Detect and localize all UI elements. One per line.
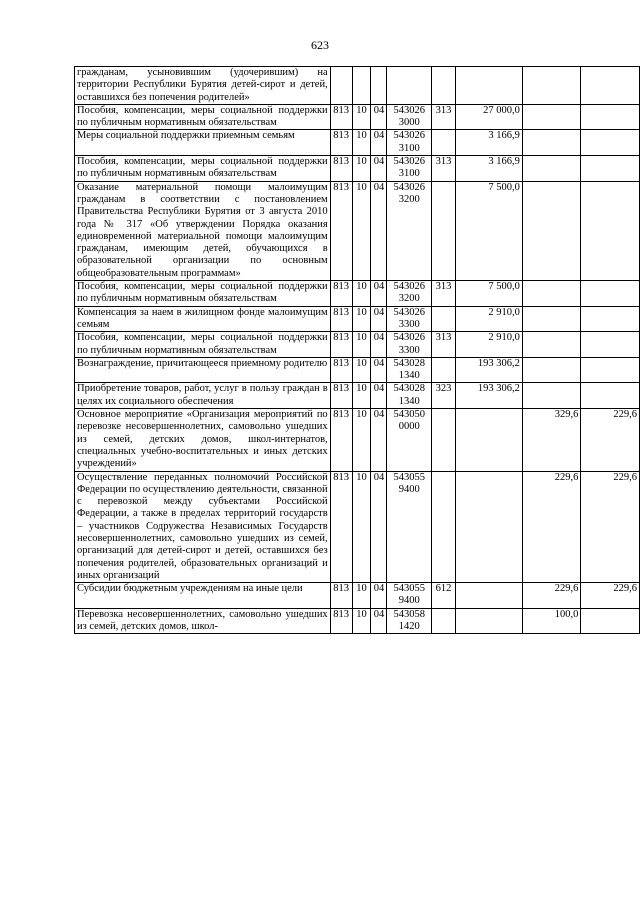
- amount-col-3: 229,6: [581, 471, 640, 583]
- section-code: [352, 67, 371, 105]
- amount-col-1: [455, 409, 522, 471]
- target-item-code-part-1: 543026: [393, 104, 425, 116]
- expense-type-code: 612: [432, 583, 456, 609]
- amount-col-3: [581, 608, 640, 634]
- row-description: Пособия, компенсации, меры социальной поддержки по публичным нормативным обязательствам: [75, 332, 331, 358]
- amount-col-2: [522, 104, 581, 130]
- amount-col-1: 193 306,2: [455, 383, 522, 409]
- ministry-code: 813: [330, 357, 352, 383]
- ministry-code: 813: [330, 156, 352, 182]
- ministry-code: 813: [330, 608, 352, 634]
- target-item-code: [387, 608, 432, 634]
- amount-col-3: [581, 181, 640, 280]
- subsection-code: 04: [371, 357, 387, 383]
- section-code: 10: [352, 383, 371, 409]
- section-code: 10: [352, 583, 371, 609]
- amount-col-1: 3 166,9: [455, 130, 522, 156]
- amount-col-3: [581, 306, 640, 332]
- budget-table: [74, 66, 640, 634]
- target-item-code: [387, 332, 432, 358]
- target-item-code: [387, 383, 432, 409]
- amount-col-2: [522, 156, 581, 182]
- target-item-code-part-1: 543026: [393, 181, 425, 193]
- expense-type-code: 323: [432, 383, 456, 409]
- target-item-code-part-1: 543026: [393, 130, 425, 142]
- row-description: Компенсация за наем в жилищном фонде малоимущим семьям: [75, 306, 331, 332]
- section-code: 10: [352, 306, 371, 332]
- target-item-code-part-2: 3200: [398, 293, 420, 305]
- amount-col-1: 7 500,0: [455, 281, 522, 307]
- target-item-code-part-1: 543055: [393, 471, 425, 483]
- row-description: Приобретение товаров, работ, услуг в пользу граждан в целях их социального обеспечения: [75, 383, 331, 409]
- amount-col-3: [581, 156, 640, 182]
- target-item-code-part-1: 543026: [393, 306, 425, 318]
- section-code: 10: [352, 104, 371, 130]
- section-code: 10: [352, 181, 371, 280]
- target-item-code-part-2: 3100: [398, 168, 420, 180]
- target-item-code-part-2: 1340: [398, 370, 420, 382]
- row-description: Субсидии бюджетным учреждениям на иные цели: [75, 583, 331, 609]
- target-item-code-part-1: 543026: [393, 332, 425, 344]
- row-description: Пособия, компенсации, меры социальной поддержки по публичным нормативным обязательствам: [75, 281, 331, 307]
- amount-col-2: 329,6: [522, 409, 581, 471]
- expense-type-code: [432, 409, 456, 471]
- target-item-code-part-2: 0000: [398, 421, 420, 433]
- expense-type-code: [432, 130, 456, 156]
- target-item-code-part-1: 543050: [393, 409, 425, 421]
- subsection-code: 04: [371, 332, 387, 358]
- subsection-code: 04: [371, 130, 387, 156]
- ministry-code: 813: [330, 281, 352, 307]
- target-item-code-part-1: 543026: [393, 281, 425, 293]
- expense-type-code: [432, 608, 456, 634]
- amount-col-1: 7 500,0: [455, 181, 522, 280]
- amount-col-3: 229,6: [581, 409, 640, 471]
- amount-col-1: [455, 583, 522, 609]
- expense-type-code: 313: [432, 281, 456, 307]
- table-row: [75, 281, 640, 307]
- target-item-code-part-2: 3000: [398, 117, 420, 129]
- section-code: 10: [352, 130, 371, 156]
- target-item-code: [387, 357, 432, 383]
- amount-col-2: [522, 67, 581, 105]
- amount-col-3: 229,6: [581, 583, 640, 609]
- target-item-code-part-2: 3300: [398, 318, 420, 330]
- expense-type-code: 313: [432, 156, 456, 182]
- amount-col-2: 229,6: [522, 471, 581, 583]
- target-item-code: [387, 471, 432, 583]
- amount-col-1: 3 166,9: [455, 156, 522, 182]
- table-row: [75, 181, 640, 280]
- subsection-code: 04: [371, 608, 387, 634]
- ministry-code: 813: [330, 130, 352, 156]
- amount-col-2: 229,6: [522, 583, 581, 609]
- amount-col-2: [522, 130, 581, 156]
- subsection-code: 04: [371, 104, 387, 130]
- table-row: [75, 332, 640, 358]
- target-item-code-part-2: 1340: [398, 395, 420, 407]
- subsection-code: [371, 67, 387, 105]
- target-item-code-part-1: 543026: [393, 156, 425, 168]
- table-row: [75, 608, 640, 634]
- amount-col-1: [455, 471, 522, 583]
- amount-col-1: [455, 67, 522, 105]
- table-row: [75, 583, 640, 609]
- section-code: 10: [352, 409, 371, 471]
- target-item-code-part-1: 543058: [393, 608, 425, 620]
- table-row: [75, 471, 640, 583]
- target-item-code-part-2: 3300: [398, 344, 420, 356]
- amount-col-3: [581, 357, 640, 383]
- row-description: Осуществление переданных полномочий Российской Федерации по осуществлению деятельности, связанной с перевозкой между субъектами Российской Федерации, а также в пределах территорий государств – участников Содружества Независимых Государств несовершеннолетних, самовольно ушедших из семей, организаций для детей-сирот и детей, оставшихся без попечения родителей, образовательных организаций и иных организаций: [75, 471, 331, 583]
- ministry-code: [330, 67, 352, 105]
- target-item-code-part-2: 3100: [398, 142, 420, 154]
- amount-col-3: [581, 332, 640, 358]
- target-item-code: [387, 306, 432, 332]
- subsection-code: 04: [371, 583, 387, 609]
- target-item-code-part-1: 543028: [393, 357, 425, 369]
- row-description: Меры социальной поддержки приемным семьям: [75, 130, 331, 156]
- table-row: [75, 409, 640, 471]
- ministry-code: 813: [330, 409, 352, 471]
- row-description: Пособия, компенсации, меры социальной поддержки по публичным нормативным обязательствам: [75, 156, 331, 182]
- expense-type-code: [432, 471, 456, 583]
- amount-col-1: 193 306,2: [455, 357, 522, 383]
- amount-col-3: [581, 383, 640, 409]
- row-description: Вознаграждение, причитающееся приемному родителю: [75, 357, 331, 383]
- section-code: 10: [352, 608, 371, 634]
- target-item-code-part-2: 9400: [398, 483, 420, 495]
- subsection-code: 04: [371, 156, 387, 182]
- amount-col-2: [522, 281, 581, 307]
- ministry-code: 813: [330, 332, 352, 358]
- subsection-code: 04: [371, 306, 387, 332]
- table-row: [75, 156, 640, 182]
- target-item-code: [387, 281, 432, 307]
- expense-type-code: 313: [432, 332, 456, 358]
- amount-col-2: [522, 332, 581, 358]
- amount-col-2: 100,0: [522, 608, 581, 634]
- expense-type-code: [432, 181, 456, 280]
- section-code: 10: [352, 332, 371, 358]
- target-item-code-part-1: 543055: [393, 583, 425, 595]
- target-item-code: [387, 156, 432, 182]
- subsection-code: 04: [371, 281, 387, 307]
- expense-type-code: [432, 357, 456, 383]
- amount-col-1: 27 000,0: [455, 104, 522, 130]
- ministry-code: 813: [330, 583, 352, 609]
- target-item-code: [387, 104, 432, 130]
- amount-col-3: [581, 281, 640, 307]
- row-description: Основное мероприятие «Организация мероприятий по перевозке несовершеннолетних, самовольно ушедших из семей, детских домов, школ-интернатов, специальных учебно-воспитательных и иных детских учреждений»: [75, 409, 331, 471]
- ministry-code: 813: [330, 306, 352, 332]
- amount-col-3: [581, 67, 640, 105]
- target-item-code: [387, 409, 432, 471]
- target-item-code: [387, 181, 432, 280]
- ministry-code: 813: [330, 181, 352, 280]
- row-description: гражданам, усыновившим (удочерившим) на территории Республики Бурятия детей-сирот и детей, оставшихся без попечения родителей»: [75, 67, 331, 105]
- table-row: [75, 306, 640, 332]
- budget-table-body: [75, 67, 640, 634]
- subsection-code: 04: [371, 409, 387, 471]
- row-description: Перевозка несовершеннолетних, самовольно ушедших из семей, детских домов, школ-: [75, 608, 331, 634]
- table-row: [75, 67, 640, 105]
- ministry-code: 813: [330, 383, 352, 409]
- section-code: 10: [352, 357, 371, 383]
- expense-type-code: [432, 67, 456, 105]
- amount-col-2: [522, 306, 581, 332]
- amount-col-3: [581, 104, 640, 130]
- amount-col-1: 2 910,0: [455, 332, 522, 358]
- section-code: 10: [352, 156, 371, 182]
- expense-type-code: 313: [432, 104, 456, 130]
- ministry-code: 813: [330, 104, 352, 130]
- table-row: [75, 130, 640, 156]
- target-item-code: [387, 583, 432, 609]
- target-item-code-part-2: 9400: [398, 595, 420, 607]
- target-item-code-part-1: 543028: [393, 383, 425, 395]
- target-item-code-part-2: 3200: [398, 193, 420, 205]
- amount-col-2: [522, 181, 581, 280]
- page-number: 623: [311, 38, 329, 52]
- ministry-code: 813: [330, 471, 352, 583]
- subsection-code: 04: [371, 181, 387, 280]
- target-item-code: [387, 130, 432, 156]
- expense-type-code: [432, 306, 456, 332]
- amount-col-1: 2 910,0: [455, 306, 522, 332]
- amount-col-2: [522, 357, 581, 383]
- target-item-code: [387, 67, 432, 105]
- row-description: Пособия, компенсации, меры социальной поддержки по публичным нормативным обязательствам: [75, 104, 331, 130]
- section-code: 10: [352, 281, 371, 307]
- amount-col-2: [522, 383, 581, 409]
- subsection-code: 04: [371, 471, 387, 583]
- section-code: 10: [352, 471, 371, 583]
- subsection-code: 04: [371, 383, 387, 409]
- row-description: Оказание материальной помощи малоимущим гражданам в соответствии с постановлением Правительства Республики Бурятия от 3 августа 2010 года № 317 «Об утверждении Порядка оказания единовременной материальной помощи малоимущим гражданам, имеющим детей, обучающихся в образовательной организации по основным общеобразовательным программам»: [75, 181, 331, 280]
- amount-col-3: [581, 130, 640, 156]
- amount-col-1: [455, 608, 522, 634]
- target-item-code-part-2: 1420: [398, 621, 420, 633]
- table-row: [75, 104, 640, 130]
- table-row: [75, 383, 640, 409]
- table-row: [75, 357, 640, 383]
